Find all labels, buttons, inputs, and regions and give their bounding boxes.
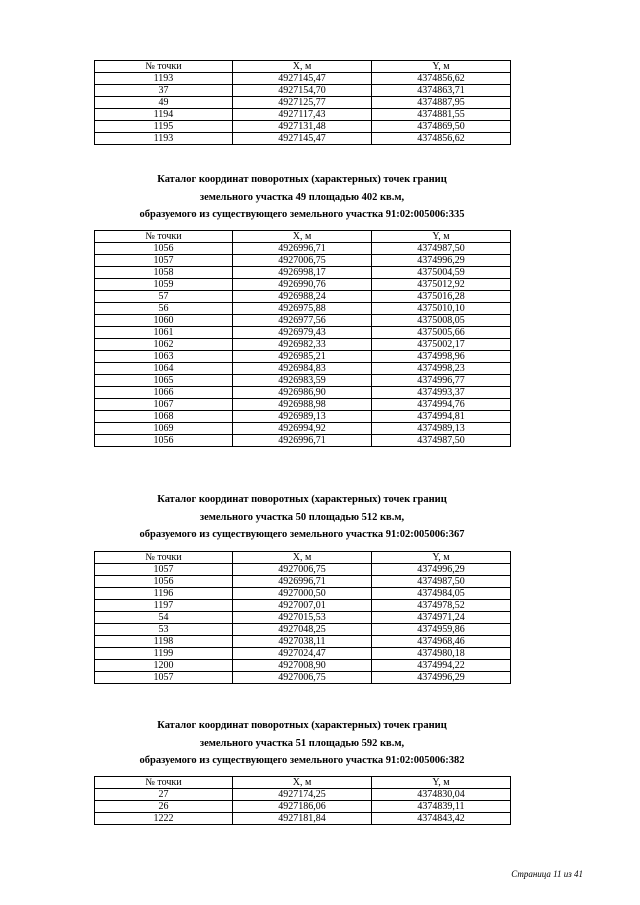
x-coordinate-cell: 4927000,50 bbox=[233, 588, 372, 600]
table-row bbox=[95, 315, 511, 327]
point-number-cell: 1193 bbox=[95, 133, 233, 145]
page-number: Страница 11 из 41 bbox=[511, 869, 583, 879]
x-coordinate-cell: 4926998,17 bbox=[233, 267, 372, 279]
x-coordinate-cell: 4927038,11 bbox=[233, 636, 372, 648]
y-coordinate-cell: 4374984,05 bbox=[372, 588, 511, 600]
x-coordinate-cell: 4926988,24 bbox=[233, 291, 372, 303]
point-number-cell: 27 bbox=[95, 789, 233, 801]
y-coordinate-cell: 4375016,28 bbox=[372, 291, 511, 303]
table-row bbox=[95, 813, 511, 825]
table-row bbox=[95, 636, 511, 648]
x-coordinate-cell: 4926984,83 bbox=[233, 363, 372, 375]
y-coordinate-cell: 4374980,18 bbox=[372, 648, 511, 660]
x-coordinate-cell: 4927125,77 bbox=[233, 97, 372, 109]
point-number-cell: 53 bbox=[95, 624, 233, 636]
x-header: X, м bbox=[233, 777, 372, 789]
point-number-cell: 1193 bbox=[95, 73, 233, 85]
table-row bbox=[95, 279, 511, 291]
y-coordinate-cell: 4374994,76 bbox=[372, 399, 511, 411]
x-coordinate-cell: 4927117,43 bbox=[233, 109, 372, 121]
coordinates-table bbox=[94, 551, 511, 684]
x-coordinate-cell: 4927174,25 bbox=[233, 789, 372, 801]
y-coordinate-cell: 4375010,10 bbox=[372, 303, 511, 315]
x-coordinate-cell: 4927015,53 bbox=[233, 612, 372, 624]
caption-line: земельного участка 51 площадью 592 кв.м, bbox=[199, 737, 405, 749]
x-coordinate-cell: 4927145,47 bbox=[233, 73, 372, 85]
y-coordinate-cell: 4374869,50 bbox=[372, 121, 511, 133]
point-number-header: № точки bbox=[95, 777, 233, 789]
point-number-cell: 1060 bbox=[95, 315, 233, 327]
y-coordinate-cell: 4374994,81 bbox=[372, 411, 511, 423]
point-number-cell: 1064 bbox=[95, 363, 233, 375]
table-row bbox=[95, 576, 511, 588]
x-coordinate-cell: 4927131,48 bbox=[233, 121, 372, 133]
table-row bbox=[95, 648, 511, 660]
y-coordinate-cell: 4374987,50 bbox=[372, 576, 511, 588]
point-number-cell: 1194 bbox=[95, 109, 233, 121]
point-number-cell: 57 bbox=[95, 291, 233, 303]
table-header-row bbox=[95, 231, 511, 243]
point-number-cell: 1222 bbox=[95, 813, 233, 825]
y-coordinate-cell: 4375002,17 bbox=[372, 339, 511, 351]
table-row bbox=[95, 255, 511, 267]
y-coordinate-cell: 4374987,50 bbox=[372, 435, 511, 447]
coordinates-table bbox=[94, 230, 511, 447]
y-coordinate-cell: 4374968,46 bbox=[372, 636, 511, 648]
point-number-header: № точки bbox=[95, 552, 233, 564]
table-row bbox=[95, 375, 511, 387]
x-coordinate-cell: 4926975,88 bbox=[233, 303, 372, 315]
x-header: X, м bbox=[233, 231, 372, 243]
point-number-cell: 1067 bbox=[95, 399, 233, 411]
y-coordinate-cell: 4375012,92 bbox=[372, 279, 511, 291]
x-coordinate-cell: 4927186,06 bbox=[233, 801, 372, 813]
y-coordinate-cell: 4374994,22 bbox=[372, 660, 511, 672]
point-number-cell: 26 bbox=[95, 801, 233, 813]
y-coordinate-cell: 4374987,50 bbox=[372, 243, 511, 255]
x-coordinate-cell: 4927006,75 bbox=[233, 255, 372, 267]
y-coordinate-cell: 4374881,55 bbox=[372, 109, 511, 121]
point-number-cell: 1058 bbox=[95, 267, 233, 279]
x-coordinate-cell: 4926989,13 bbox=[233, 411, 372, 423]
table-row bbox=[95, 612, 511, 624]
y-coordinate-cell: 4374996,29 bbox=[372, 564, 511, 576]
table-row bbox=[95, 97, 511, 109]
point-number-cell: 49 bbox=[95, 97, 233, 109]
x-coordinate-cell: 4926996,71 bbox=[233, 435, 372, 447]
table-row bbox=[95, 387, 511, 399]
x-coordinate-cell: 4926985,21 bbox=[233, 351, 372, 363]
x-coordinate-cell: 4926988,98 bbox=[233, 399, 372, 411]
y-coordinate-cell: 4374989,13 bbox=[372, 423, 511, 435]
point-number-cell: 37 bbox=[95, 85, 233, 97]
table-row bbox=[95, 85, 511, 97]
y-coordinate-cell: 4374863,71 bbox=[372, 85, 511, 97]
y-header: Y, м bbox=[372, 552, 511, 564]
point-number-cell: 1069 bbox=[95, 423, 233, 435]
coordinates-table bbox=[94, 60, 511, 145]
point-number-cell: 1198 bbox=[95, 636, 233, 648]
x-coordinate-cell: 4926990,76 bbox=[233, 279, 372, 291]
x-coordinate-cell: 4926982,33 bbox=[233, 339, 372, 351]
caption-line: земельного участка 50 площадью 512 кв.м, bbox=[199, 511, 405, 523]
point-number-cell: 1061 bbox=[95, 327, 233, 339]
y-coordinate-cell: 4374843,42 bbox=[372, 813, 511, 825]
x-coordinate-cell: 4926996,71 bbox=[233, 576, 372, 588]
y-coordinate-cell: 4374971,24 bbox=[372, 612, 511, 624]
point-number-cell: 1065 bbox=[95, 375, 233, 387]
caption-line: образуемого из существующего земельного участка 91:02:005006:335 bbox=[139, 209, 465, 220]
table-row bbox=[95, 133, 511, 145]
x-coordinate-cell: 4927048,25 bbox=[233, 624, 372, 636]
point-number-cell: 1057 bbox=[95, 672, 233, 684]
point-number-cell: 1062 bbox=[95, 339, 233, 351]
point-number-cell: 1056 bbox=[95, 243, 233, 255]
y-coordinate-cell: 4374978,52 bbox=[372, 600, 511, 612]
x-coordinate-cell: 4927154,70 bbox=[233, 85, 372, 97]
table-row bbox=[95, 339, 511, 351]
point-number-cell: 1195 bbox=[95, 121, 233, 133]
y-coordinate-cell: 4375004,59 bbox=[372, 267, 511, 279]
table-row bbox=[95, 624, 511, 636]
y-coordinate-cell: 4374998,96 bbox=[372, 351, 511, 363]
point-number-header: № точки bbox=[95, 231, 233, 243]
caption-line: Каталог координат поворотных (характерных) точек границ bbox=[157, 720, 447, 731]
x-coordinate-cell: 4926983,59 bbox=[233, 375, 372, 387]
table-row bbox=[95, 351, 511, 363]
point-number-cell: 1196 bbox=[95, 588, 233, 600]
y-coordinate-cell: 4374856,62 bbox=[372, 133, 511, 145]
table-row bbox=[95, 121, 511, 133]
table-row bbox=[95, 363, 511, 375]
y-coordinate-cell: 4374993,37 bbox=[372, 387, 511, 399]
point-number-cell: 1057 bbox=[95, 564, 233, 576]
y-coordinate-cell: 4375008,05 bbox=[372, 315, 511, 327]
y-coordinate-cell: 4374887,95 bbox=[372, 97, 511, 109]
x-coordinate-cell: 4926979,43 bbox=[233, 327, 372, 339]
x-coordinate-cell: 4927024,47 bbox=[233, 648, 372, 660]
table-row bbox=[95, 243, 511, 255]
table-row bbox=[95, 267, 511, 279]
table-row bbox=[95, 588, 511, 600]
x-coordinate-cell: 4927181,84 bbox=[233, 813, 372, 825]
y-coordinate-cell: 4374856,62 bbox=[372, 73, 511, 85]
table-row bbox=[95, 303, 511, 315]
coordinates-table bbox=[94, 776, 511, 825]
x-coordinate-cell: 4926994,92 bbox=[233, 423, 372, 435]
table-header-row bbox=[95, 777, 511, 789]
point-number-cell: 1200 bbox=[95, 660, 233, 672]
x-coordinate-cell: 4927008,90 bbox=[233, 660, 372, 672]
y-coordinate-cell: 4374996,77 bbox=[372, 375, 511, 387]
table-row bbox=[95, 801, 511, 813]
caption-line: Каталог координат поворотных (характерных) точек границ bbox=[157, 494, 447, 505]
table-row bbox=[95, 291, 511, 303]
point-number-cell: 1059 bbox=[95, 279, 233, 291]
point-number-cell: 1197 bbox=[95, 600, 233, 612]
y-coordinate-cell: 4374996,29 bbox=[372, 255, 511, 267]
table-header-row bbox=[95, 61, 511, 73]
x-coordinate-cell: 4927006,75 bbox=[233, 564, 372, 576]
y-coordinate-cell: 4374959,86 bbox=[372, 624, 511, 636]
y-coordinate-cell: 4374996,29 bbox=[372, 672, 511, 684]
point-number-cell: 1056 bbox=[95, 435, 233, 447]
x-coordinate-cell: 4927145,47 bbox=[233, 133, 372, 145]
x-header: X, м bbox=[233, 552, 372, 564]
table-row bbox=[95, 789, 511, 801]
caption-line: Каталог координат поворотных (характерных) точек границ bbox=[157, 174, 447, 185]
x-coordinate-cell: 4927007,01 bbox=[233, 600, 372, 612]
catalog-caption bbox=[94, 717, 510, 770]
x-coordinate-cell: 4927006,75 bbox=[233, 672, 372, 684]
table-row bbox=[95, 600, 511, 612]
table-row bbox=[95, 411, 511, 423]
caption-line: образуемого из существующего земельного участка 91:02:005006:367 bbox=[139, 529, 465, 540]
point-number-cell: 1056 bbox=[95, 576, 233, 588]
point-number-cell: 1199 bbox=[95, 648, 233, 660]
x-header: X, м bbox=[233, 61, 372, 73]
y-header: Y, м bbox=[372, 231, 511, 243]
table-row bbox=[95, 435, 511, 447]
y-coordinate-cell: 4374830,04 bbox=[372, 789, 511, 801]
point-number-cell: 1066 bbox=[95, 387, 233, 399]
caption-line: земельного участка 49 площадью 402 кв.м, bbox=[199, 191, 405, 203]
point-number-cell: 1063 bbox=[95, 351, 233, 363]
x-coordinate-cell: 4926977,56 bbox=[233, 315, 372, 327]
table-header-row bbox=[95, 552, 511, 564]
point-number-cell: 56 bbox=[95, 303, 233, 315]
table-row bbox=[95, 327, 511, 339]
y-coordinate-cell: 4374839,11 bbox=[372, 801, 511, 813]
table-row bbox=[95, 423, 511, 435]
catalog-caption bbox=[94, 171, 510, 224]
catalog-caption bbox=[94, 491, 510, 544]
y-coordinate-cell: 4374998,23 bbox=[372, 363, 511, 375]
table-row bbox=[95, 399, 511, 411]
caption-line: образуемого из существующего земельного участка 91:02:005006:382 bbox=[139, 755, 465, 766]
x-coordinate-cell: 4926986,90 bbox=[233, 387, 372, 399]
y-header: Y, м bbox=[372, 777, 511, 789]
table-row bbox=[95, 109, 511, 121]
table-row bbox=[95, 73, 511, 85]
point-number-cell: 54 bbox=[95, 612, 233, 624]
point-number-cell: 1057 bbox=[95, 255, 233, 267]
x-coordinate-cell: 4926996,71 bbox=[233, 243, 372, 255]
table-row bbox=[95, 672, 511, 684]
y-header: Y, м bbox=[372, 61, 511, 73]
point-number-header: № точки bbox=[95, 61, 233, 73]
table-row bbox=[95, 660, 511, 672]
table-row bbox=[95, 564, 511, 576]
point-number-cell: 1068 bbox=[95, 411, 233, 423]
y-coordinate-cell: 4375005,66 bbox=[372, 327, 511, 339]
